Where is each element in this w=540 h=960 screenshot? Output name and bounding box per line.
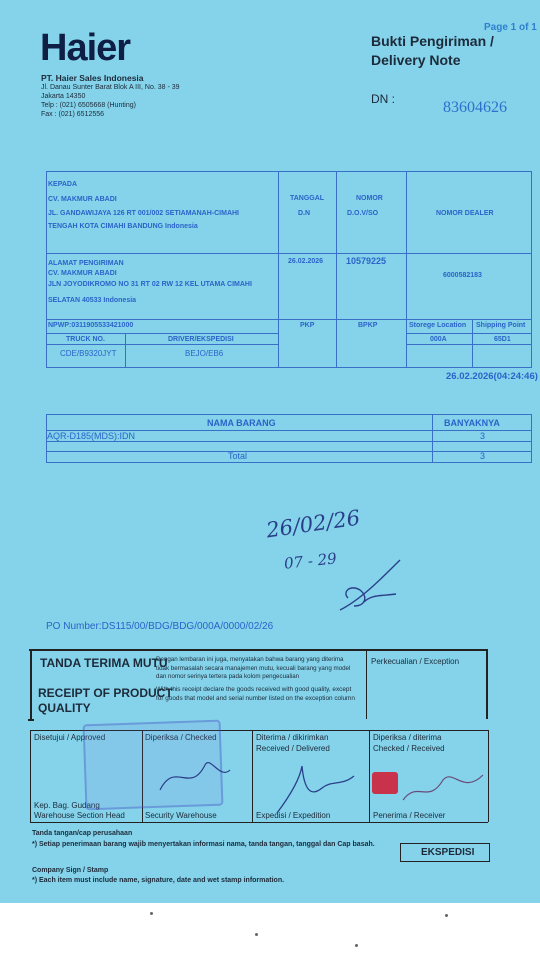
page-number: Page 1 of 1 bbox=[484, 22, 537, 33]
handwritten-signature bbox=[320, 550, 430, 620]
receipt-title-en: RECEIPT OF PRODUCT bbox=[38, 686, 173, 700]
company-phone: Telp : (021) 6505668 (Hunting) bbox=[41, 102, 136, 109]
receipt-text-id: Dengan lembaran ini juga, menyatakan bahwa barang yang diterima tidak bermasalah secara manajemen mutu, kecuali barang yang model dan nomor serinya tertera pada kolom pengecualian bbox=[156, 656, 351, 680]
receipt-title-id: TANDA TERIMA MUTU bbox=[40, 656, 168, 670]
receiver-signature bbox=[398, 760, 488, 810]
scan-speck bbox=[445, 914, 448, 917]
item-row-qty: 3 bbox=[480, 431, 486, 441]
doc-title-en: Delivery Note bbox=[371, 52, 461, 68]
company-signature-note-id: Tanda tangan/cap perusahaan bbox=[32, 830, 133, 837]
warehouse-head-label: Warehouse Section Head bbox=[34, 811, 125, 820]
truck-no-value: CDE/B9320JYT bbox=[60, 349, 117, 358]
approved-label: Disetujui / Approved bbox=[34, 733, 106, 742]
customer-address-2: TENGAH KOTA CIMAHI BANDUNG Indonesia bbox=[48, 223, 198, 230]
received-label: Diperiksa / diterima bbox=[373, 733, 442, 742]
scan-speck bbox=[150, 912, 153, 915]
to-label: KEPADA bbox=[48, 181, 78, 188]
security-label: Security Warehouse bbox=[145, 811, 217, 820]
recipient-table bbox=[46, 171, 532, 368]
company-signature-text-id: *) Setiap penerimaan barang wajib menyertakan informasi nama, tanda tangan, tanggal dan Cap basah. bbox=[32, 841, 375, 848]
expedition-signature bbox=[262, 758, 362, 818]
dealer-number-header: NOMOR DEALER bbox=[436, 210, 494, 217]
expedition-label: Expedisi / Expedition bbox=[256, 811, 331, 820]
doc-title-id: Bukti Pengiriman / bbox=[371, 33, 494, 49]
quantity-header: BANYAKNYA bbox=[444, 418, 500, 428]
dn-label: DN : bbox=[371, 92, 395, 106]
company-address-1: Jl. Danau Sunter Barat Blok A III, No. 38 - 39 bbox=[41, 84, 180, 91]
company-stamp-text: *) Each item must include name, signature, date and wet stamp information. bbox=[32, 877, 285, 884]
customer-address-1: JL. GANDAWIJAYA 126 RT 001/002 SETIAMANAH-CIMAHI bbox=[48, 210, 239, 217]
exception-label: Perkecualian / Exception bbox=[371, 657, 460, 666]
date-header-sub: D.N bbox=[298, 210, 311, 217]
company-address-2: Jakarta 14350 bbox=[41, 93, 86, 100]
receipt-title-en-2: QUALITY bbox=[38, 701, 91, 715]
receiver-stamp bbox=[372, 772, 398, 794]
expedition-copy-label: EKSPEDISI bbox=[421, 847, 475, 858]
company-name: PT. Haier Sales Indonesia bbox=[41, 73, 144, 83]
dealer-number-value: 6000582183 bbox=[443, 272, 482, 279]
driver-value: BEJO/EB6 bbox=[185, 349, 224, 358]
customer-name: CV. MAKMUR ABADI bbox=[48, 196, 117, 203]
warehouse-head-label-id: Kep. Bag. Gudang bbox=[34, 801, 100, 810]
haier-logo: Haier bbox=[40, 27, 131, 69]
dn-number: 83604626 bbox=[443, 99, 507, 116]
delivered-label-en: Received / Delivered bbox=[256, 744, 330, 753]
pkp-label: PKP bbox=[300, 322, 315, 329]
total-label: Total bbox=[228, 451, 248, 461]
item-name-header: NAMA BARANG bbox=[207, 418, 276, 428]
total-qty: 3 bbox=[480, 451, 486, 461]
number-header: NOMOR bbox=[356, 195, 383, 202]
company-stamp-note: Company Sign / Stamp bbox=[32, 867, 109, 874]
print-timestamp: 26.02.2026(04:24:46) bbox=[446, 371, 538, 382]
shipping-point-label: Shipping Point bbox=[476, 322, 526, 329]
date-header: TANGGAL bbox=[290, 195, 325, 202]
security-signature bbox=[150, 750, 240, 800]
ship-name: CV. MAKMUR ABADI bbox=[48, 270, 117, 277]
ship-address-1: JLN JOYODIKROMO NO 31 RT 02 RW 12 KEL UTAMA CIMAHI bbox=[48, 281, 252, 288]
storage-location-value: 000A bbox=[430, 336, 447, 343]
handwritten-date: 26/02/26 bbox=[264, 505, 362, 543]
po-number: PO Number:DS115/00/BDG/BDG/000A/0000/02/26 bbox=[46, 621, 274, 632]
receipt-text-en: With this receipt declare the goods received with good quality, except for goods that model and serial number listed on the exception column bbox=[156, 686, 355, 702]
item-row-name: AQR-D185(MDS):IDN bbox=[47, 431, 136, 441]
npwp: NPWP:0311905533421000 bbox=[48, 322, 134, 329]
date-value: 26.02.2026 bbox=[288, 258, 324, 265]
ship-address-2: SELATAN 40533 Indonesia bbox=[48, 297, 137, 304]
received-label-en: Checked / Received bbox=[373, 744, 445, 753]
shipping-point-value: 65D1 bbox=[494, 336, 511, 343]
receiver-label: Penerima / Receiver bbox=[373, 811, 446, 820]
company-fax: Fax : (021) 6512556 bbox=[41, 111, 105, 118]
checked-label: Diperiksa / Checked bbox=[145, 733, 217, 742]
truck-no-label: TRUCK NO. bbox=[66, 336, 105, 343]
delivered-label: Diterima / dikirimkan bbox=[256, 733, 329, 742]
driver-label: DRIVER/EKSPEDISI bbox=[168, 336, 234, 343]
scan-speck bbox=[355, 944, 358, 947]
ship-address-label: ALAMAT PENGIRIMAN bbox=[48, 260, 124, 267]
bpkp-label: BPKP bbox=[358, 322, 378, 329]
scan-speck bbox=[255, 933, 258, 936]
handwritten-time: 07 - 29 bbox=[283, 549, 338, 573]
number-value: 10579225 bbox=[346, 256, 387, 266]
storage-location-label: Storege Location bbox=[409, 322, 467, 329]
number-header-sub: D.O.V/SO bbox=[347, 210, 379, 217]
